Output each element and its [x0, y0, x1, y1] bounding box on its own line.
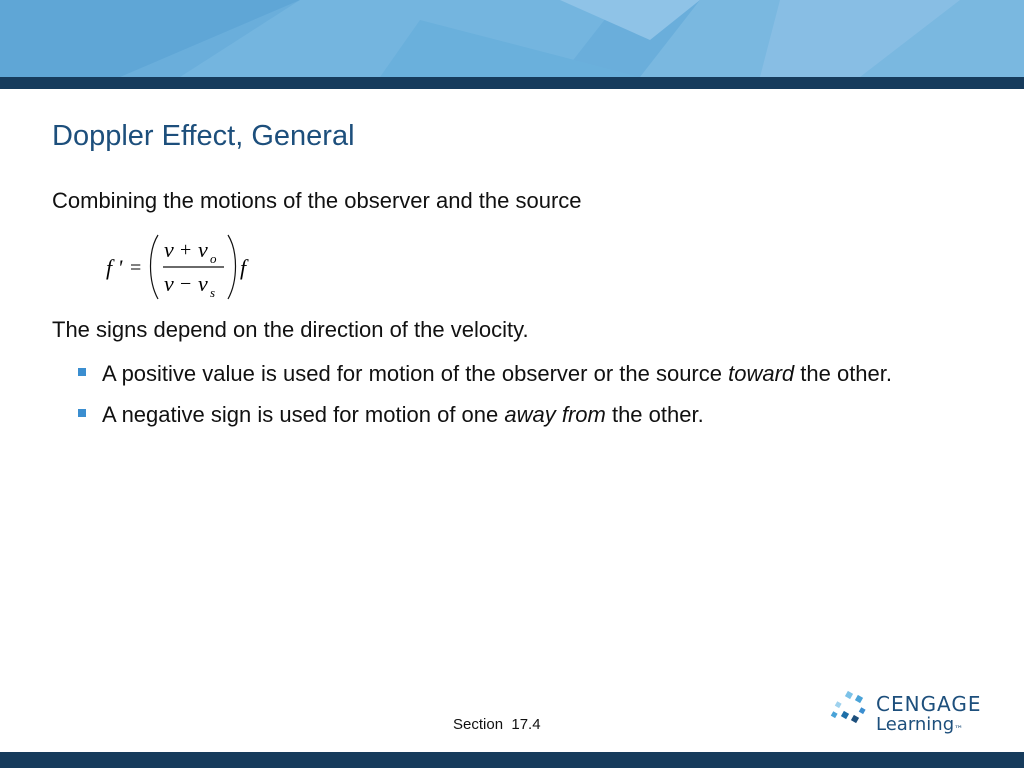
bullet-list	[78, 360, 978, 442]
cengage-logo-icon	[830, 690, 870, 730]
slide-title: Doppler Effect, General	[52, 120, 355, 152]
intro-text: Combining the motions of the observer and the source	[52, 188, 582, 213]
doppler-formula	[100, 229, 270, 305]
formula-rhs: f	[240, 255, 247, 280]
formula-right-paren	[228, 235, 236, 299]
bullet-marker	[78, 409, 86, 417]
bullet-positive-emphasis: toward	[728, 361, 795, 386]
signs-text: The signs depend on the direction of the velocity.	[52, 317, 529, 342]
bullet-positive-tail: the other.	[794, 361, 893, 386]
section-label: Section 17.4	[453, 716, 541, 733]
logo-subtitle-text: Learning	[876, 714, 955, 735]
formula-lhs: f '	[106, 255, 123, 280]
formula-left-paren	[151, 235, 159, 299]
header-rule	[0, 77, 1024, 89]
logo-trademark: ™	[954, 725, 964, 735]
formula-num-vo: v	[198, 237, 208, 262]
bullet-marker	[78, 368, 86, 376]
bullet-positive-text: A positive value is used for motion of the observer or the source	[102, 361, 729, 386]
logo-subtitle	[876, 714, 963, 735]
logo-wordmark: CENGAGE	[876, 692, 982, 716]
formula-den-v: v	[164, 271, 174, 296]
formula-num-op: +	[180, 239, 192, 261]
formula-num-v: v	[164, 237, 174, 262]
header-decoration	[0, 0, 1024, 77]
bullet-positive	[78, 360, 978, 387]
formula-equals: =	[130, 257, 142, 279]
cengage-logo	[830, 690, 990, 738]
formula-den-sub: s	[210, 285, 216, 300]
bullet-negative-emphasis: away from	[504, 402, 606, 427]
formula-den-op: −	[180, 273, 192, 295]
bullet-negative	[78, 401, 978, 428]
bullet-negative-text: A negative sign is used for motion of one	[102, 402, 505, 427]
footer-rule	[0, 752, 1024, 768]
header-banner	[0, 0, 1024, 77]
bullet-negative-tail: the other.	[605, 402, 704, 427]
formula-den-vs: v	[198, 271, 208, 296]
formula-num-sub: o	[210, 251, 217, 266]
